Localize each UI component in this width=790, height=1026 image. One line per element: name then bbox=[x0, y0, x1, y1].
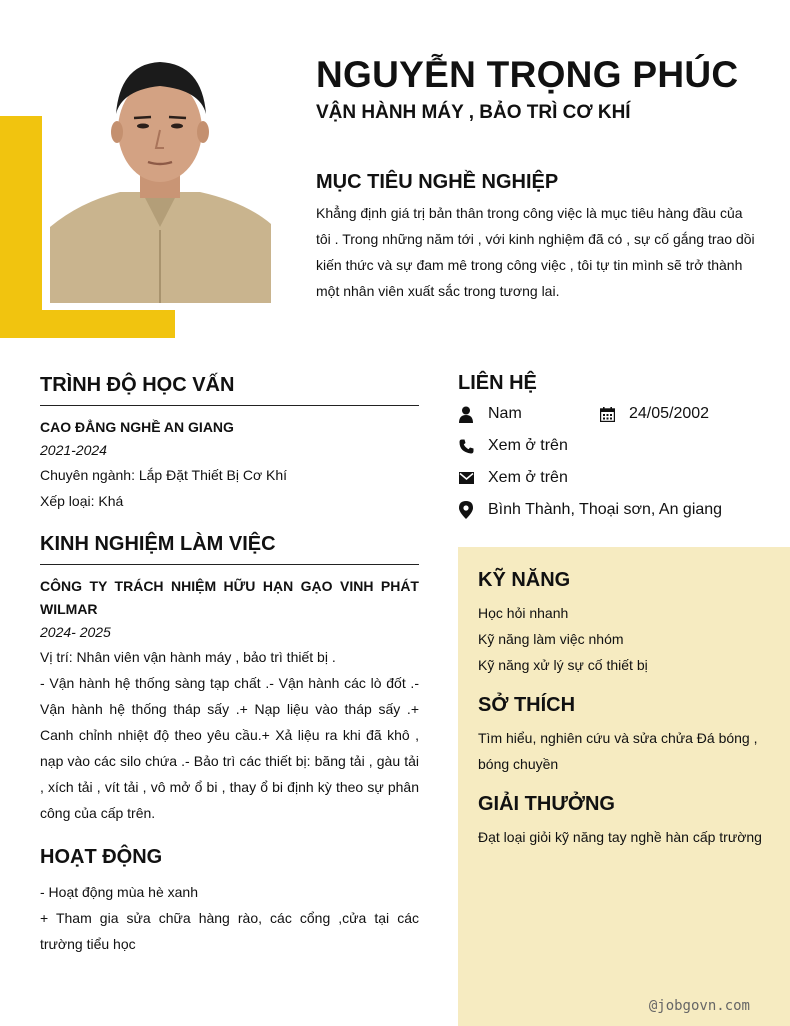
phone-icon bbox=[458, 437, 474, 455]
education-period: 2021-2024 bbox=[40, 442, 107, 458]
company-name: CÔNG TY TRÁCH NHIỆM HỮU HẠN GẠO VINH PHÁT WILMAR bbox=[40, 578, 419, 617]
skill-item: Học hỏi nhanh bbox=[478, 605, 569, 621]
dob-value: 24/05/2002 bbox=[629, 405, 710, 422]
portrait-image bbox=[50, 52, 271, 303]
profile-photo bbox=[50, 52, 271, 303]
contact-email bbox=[458, 469, 568, 487]
objective-heading: MỤC TIÊU NGHỀ NGHIỆP bbox=[316, 171, 559, 193]
hobbies-text: Tìm hiểu, nghiên cứu và sửa chửa Đá bóng , bóng chuyền bbox=[478, 730, 758, 772]
skills-heading: KỸ NĂNG bbox=[478, 569, 571, 591]
experience-period: 2024- 2025 bbox=[40, 624, 111, 640]
awards-section bbox=[478, 793, 768, 850]
awards-text: Đạt loại giỏi kỹ năng tay nghề hàn cấp trường bbox=[478, 829, 762, 845]
hobbies-heading: SỞ THÍCH bbox=[478, 694, 576, 716]
location-pin-icon bbox=[458, 501, 474, 519]
contact-address bbox=[458, 501, 722, 519]
contact-heading: LIÊN HỆ bbox=[458, 372, 537, 394]
email-icon bbox=[458, 469, 474, 487]
education-section bbox=[40, 374, 419, 514]
experience-description: - Vận hành hệ thống sàng tạp chất .- Vận hành các lò đốt .- Vận hành hệ thống tháp sấy .+ Nạp liệu vào tháp sấy .+ Canh chỉnh nhiệt độ theo yêu cầu.+ Xả liệu ra khi đã khô , nạp vào các silo chứa .- Bảo trì các thiết bị: băng tải , gàu tải , xích tải , vít tải , vô mở ổ bi , thay ổ bi định kỳ theo sự phân công của cấp trên. bbox=[40, 675, 419, 821]
contact-section bbox=[458, 372, 778, 518]
side-panel bbox=[458, 547, 790, 1026]
activities-section bbox=[40, 846, 419, 957]
experience-divider bbox=[40, 564, 419, 565]
candidate-name: NGUYỄN TRỌNG PHÚC bbox=[316, 54, 739, 95]
skill-item: Kỹ năng làm việc nhóm bbox=[478, 631, 624, 647]
objective-section bbox=[316, 171, 756, 304]
contact-dob bbox=[599, 405, 709, 423]
gender-value: Nam bbox=[488, 405, 522, 422]
email-value: Xem ở trên bbox=[488, 469, 568, 486]
objective-text: Khẳng định giá trị bản thân trong công việc là mục tiêu hàng đầu của tôi . Trong những năm tới , với kinh nghiệm đã có , sự cố gắng trao dồi kiến thức và sự đam mê trong công việc , tôi tự tin mình sẽ trở thành một nhân viên xuất sắc trong tương lai. bbox=[316, 205, 755, 299]
person-icon bbox=[458, 405, 474, 423]
phone-value: Xem ở trên bbox=[488, 437, 568, 454]
activity-line: - Hoạt động mùa hè xanh bbox=[40, 884, 198, 900]
activity-line: + Tham gia sửa chữa hàng rào, các cổng ,cửa tại các trường tiểu học bbox=[40, 910, 419, 952]
experience-section bbox=[40, 533, 419, 826]
education-divider bbox=[40, 405, 419, 406]
education-heading: TRÌNH ĐỘ HỌC VẤN bbox=[40, 374, 235, 396]
contact-phone bbox=[458, 437, 568, 455]
skill-item: Kỹ năng xử lý sự cố thiết bị bbox=[478, 657, 648, 673]
experience-heading: KINH NGHIỆM LÀM VIỆC bbox=[40, 533, 276, 555]
skills-section bbox=[478, 569, 768, 678]
awards-heading: GIẢI THƯỞNG bbox=[478, 793, 615, 815]
school-name: CAO ĐẲNG NGHỀ AN GIANG bbox=[40, 419, 234, 435]
education-major: Chuyên ngành: Lắp Đặt Thiết Bị Cơ Khí bbox=[40, 467, 288, 483]
experience-position: Vị trí: Nhân viên vận hành máy , bảo trì thiết bị . bbox=[40, 649, 336, 665]
watermark: @jobgovn.com bbox=[648, 998, 750, 1014]
accent-bar bbox=[0, 116, 42, 338]
accent-bar-bottom bbox=[0, 310, 175, 338]
education-rank: Xếp loại: Khá bbox=[40, 493, 124, 509]
calendar-icon bbox=[599, 405, 615, 423]
contact-gender bbox=[458, 405, 522, 423]
job-title: VẬN HÀNH MÁY , BẢO TRÌ CƠ KHÍ bbox=[316, 102, 631, 123]
activities-heading: HOẠT ĐỘNG bbox=[40, 846, 163, 868]
hobbies-section bbox=[478, 694, 768, 777]
address-value: Bình Thành, Thoại sơn, An giang bbox=[488, 501, 723, 518]
